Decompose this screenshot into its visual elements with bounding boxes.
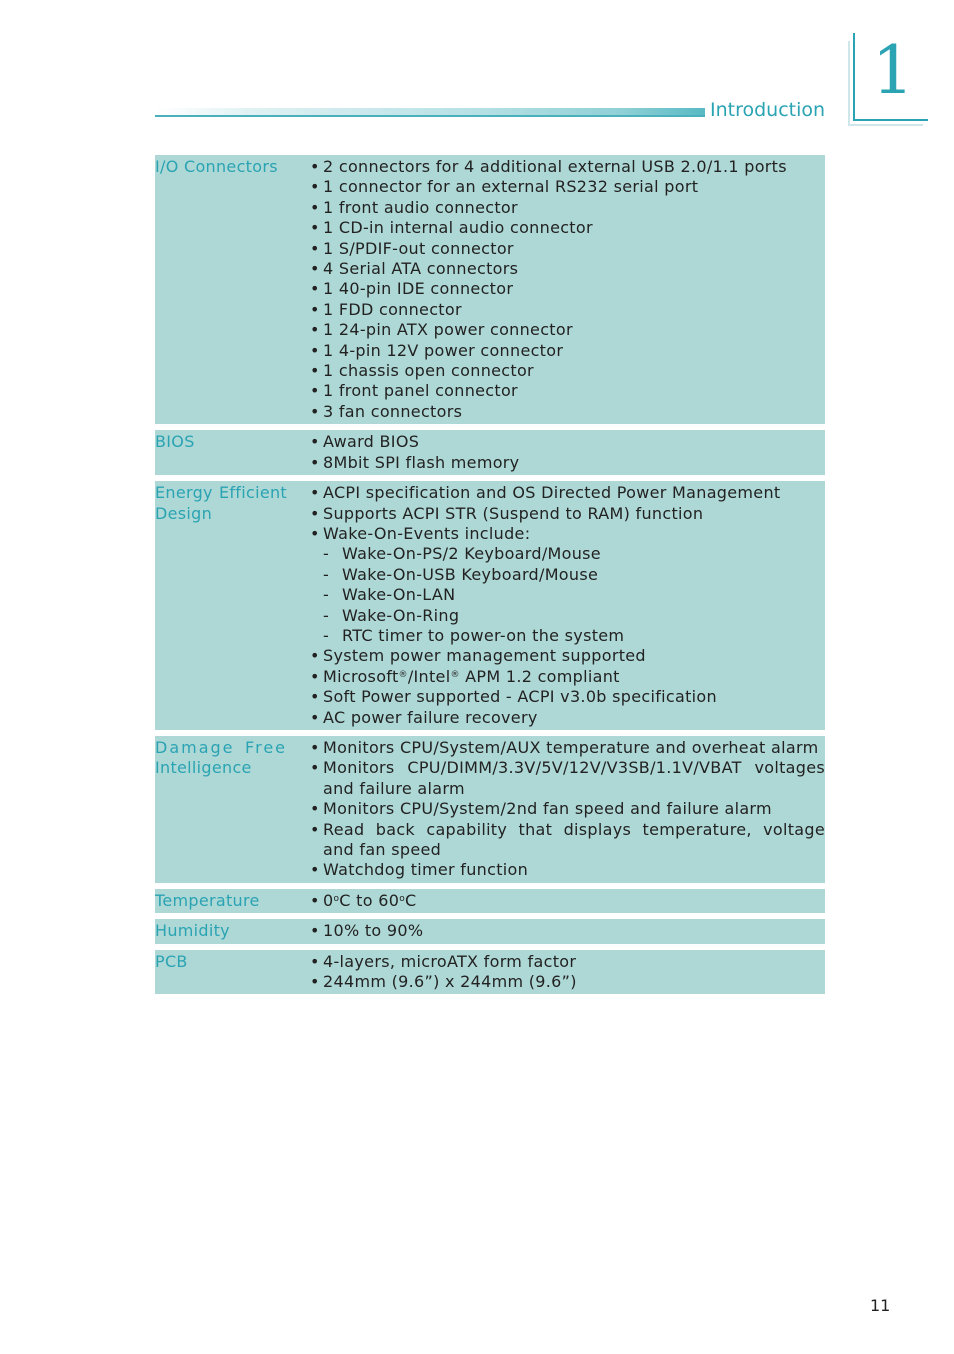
list-item: • 1 24-pin ATX power connector	[310, 320, 573, 340]
list-item: • System power management supported	[310, 646, 646, 666]
list-item: • 4 Serial ATA connectors	[310, 259, 519, 279]
spec-label: PCB	[155, 951, 188, 971]
page-number: 11	[870, 1296, 891, 1315]
header-gradient-bar	[155, 108, 705, 115]
list-item: • Monitors CPU/DIMM/3.3V/5V/12V/V3SB/1.1V/VBAT voltages and failure alarm	[310, 758, 825, 798]
list-item: • Microsoft®/Intel® APM 1.2 compliant	[310, 666, 620, 686]
header-rule	[155, 115, 705, 117]
spec-row-pcb	[155, 950, 825, 995]
list-item: • 8Mbit SPI flash memory	[310, 452, 520, 472]
sub-list-item: - Wake-On-Ring	[323, 605, 460, 625]
list-item: • 0$^o$C to 60$^o$C	[310, 890, 417, 910]
list-item: • ACPI specification and OS Directed Power Management	[310, 483, 781, 503]
list-item: • Watchdog timer function	[310, 860, 529, 880]
list-item: • 1 4-pin 12V power connector	[310, 340, 564, 360]
list-item: • 1 40-pin IDE connector	[310, 279, 514, 299]
list-item: • Soft Power supported - ACPI v3.0b specification	[310, 687, 717, 707]
spec-content	[310, 432, 825, 473]
spec-label: Energy Efficient Design	[155, 483, 287, 523]
list-item: • Wake-On-Events include:	[310, 523, 531, 543]
list-item: • Read back capability that displays temperature, voltage and fan speed	[310, 819, 825, 859]
list-item: • 1 chassis open connector	[310, 361, 534, 381]
spec-label: BIOS	[155, 432, 195, 452]
spec-content	[310, 157, 825, 422]
spec-row-energy-efficient-design	[155, 481, 825, 730]
spec-row-temperature	[155, 889, 825, 913]
list-item: • 1 FDD connector	[310, 299, 462, 319]
section-title: Introduction	[710, 99, 826, 121]
spec-content	[310, 891, 825, 911]
list-item: • AC power failure recovery	[310, 707, 538, 727]
list-item: • 1 front panel connector	[310, 381, 518, 401]
list-item: • 1 front audio connector	[310, 197, 518, 217]
sub-list-item: - RTC timer to power-on the system	[323, 625, 625, 645]
chapter-number: 1	[872, 32, 914, 109]
list-item: • Supports ACPI STR (Suspend to RAM) function	[310, 503, 704, 523]
spec-label: I/O Connectors	[155, 157, 278, 176]
spec-table	[155, 155, 825, 994]
spec-label: Damage Free Intelligence	[155, 737, 287, 778]
list-item: • 1 connector for an external RS232 serial port	[310, 177, 699, 197]
spec-content	[310, 921, 825, 941]
list-item: • 4-layers, microATX form factor	[310, 951, 577, 971]
sub-list-item: - Wake-On-USB Keyboard/Mouse	[323, 564, 599, 584]
spec-content	[310, 952, 825, 993]
sub-list-item: - Wake-On-LAN	[323, 585, 456, 605]
list-item: • Monitors CPU/System/AUX temperature and overheat alarm	[310, 737, 819, 757]
list-item: • 2 connectors for 4 additional external USB 2.0/1.1 ports	[310, 157, 787, 176]
spec-label: Temperature	[155, 890, 260, 910]
list-item: • 1 S/PDIF-out connector	[310, 238, 514, 258]
list-item: • Award BIOS	[310, 432, 420, 452]
spec-content	[310, 483, 825, 728]
sub-list-item: - Wake-On-PS/2 Keyboard/Mouse	[323, 544, 601, 564]
list-item: • Monitors CPU/System/2nd fan speed and failure alarm	[310, 799, 772, 819]
spec-row-io-connectors	[155, 155, 825, 424]
list-item: • 1 CD-in internal audio connector	[310, 218, 593, 238]
spec-row-damage-free-intelligence	[155, 736, 825, 883]
list-item: • 244mm (9.6”) x 244mm (9.6”)	[310, 972, 577, 992]
spec-row-bios	[155, 430, 825, 475]
list-item: • 3 fan connectors	[310, 401, 463, 421]
spec-label: Humidity	[155, 921, 230, 941]
list-item: • 10% to 90%	[310, 921, 424, 941]
spec-row-humidity	[155, 919, 825, 943]
spec-content	[310, 738, 825, 881]
